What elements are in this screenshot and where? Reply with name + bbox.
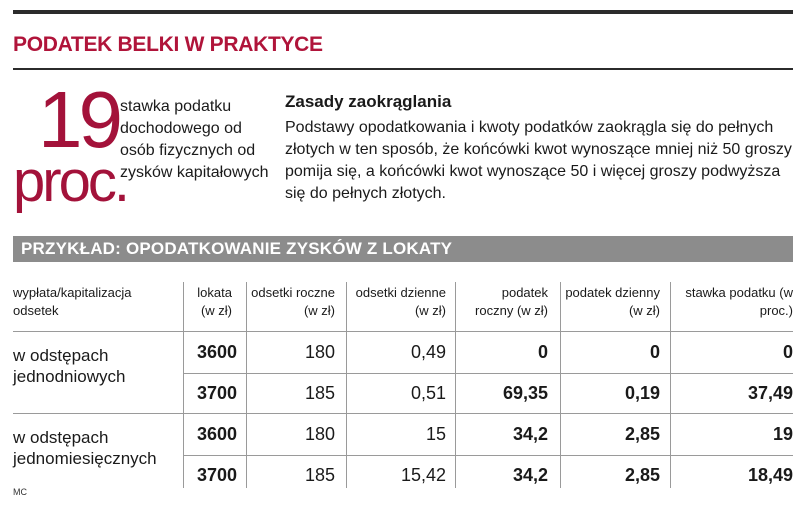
column-separator (560, 282, 561, 488)
cell-daily-interest: 0,51 (410, 383, 446, 403)
cell-tax-rate: 18,49 (747, 465, 793, 485)
cell-tax-rate: 0 (782, 342, 793, 362)
cell-daily-tax: 2,85 (624, 465, 660, 485)
column-separator (670, 282, 671, 488)
header-annual-interest: odsetki roczne (w zł) (251, 285, 335, 318)
rounding-rules-text: Podstawy opodatkowania i kwoty podatków zaokrągla się do pełnych złotych w ten sposób, że końcówki kwot wynoszące mniej niż 50 groszy pomija się, a końcówki kwot wynoszące 50 i więcej groszy podwyższa się do pełnych złotych. (285, 119, 792, 202)
cell-deposit: 3600 (196, 424, 237, 444)
cell-deposit: 3700 (196, 383, 237, 403)
top-rule (13, 10, 793, 14)
row-separator (183, 373, 793, 374)
header-annual-tax: podatek roczny (w zł) (475, 285, 548, 318)
header-daily-interest: odsetki dzienne (w zł) (355, 285, 446, 318)
cell-daily-interest: 15,42 (400, 465, 446, 485)
page-title: PODATEK BELKI W PRAKTYCE (13, 33, 323, 56)
cell-annual-tax: 34,2 (512, 465, 548, 485)
header-daily-tax: podatek dzienny (w zł) (565, 285, 660, 318)
column-separator (183, 282, 184, 488)
cell-annual-interest: 185 (304, 383, 335, 403)
cell-annual-interest: 180 (304, 342, 335, 362)
cell-annual-interest: 185 (304, 465, 335, 485)
cell-daily-tax: 0,19 (624, 383, 660, 403)
title-rule (13, 68, 793, 70)
rounding-rules-heading: Zasady zaokrąglania (285, 92, 452, 111)
column-separator (455, 282, 456, 488)
header-tax-rate: stawka podatku (w proc.) (685, 285, 793, 318)
cell-daily-interest: 0,49 (410, 342, 446, 362)
cell-annual-tax: 34,2 (512, 424, 548, 444)
row-separator (183, 455, 793, 456)
column-separator (346, 282, 347, 488)
cell-deposit: 3700 (196, 465, 237, 485)
row-group-label: w odstępach jednodniowych (13, 346, 126, 386)
rate-number: 19 (38, 75, 119, 164)
cell-tax-rate: 19 (772, 424, 793, 444)
row-separator (13, 331, 793, 332)
cell-annual-tax: 69,35 (502, 383, 548, 403)
cell-daily-interest: 15 (425, 424, 446, 444)
row-group-label: w odstępach jednomiesięcznych (13, 428, 157, 468)
cell-daily-tax: 0 (649, 342, 660, 362)
rate-unit: proc. (13, 149, 127, 214)
row-separator (13, 413, 793, 414)
cell-deposit: 3600 (196, 342, 237, 362)
cell-annual-tax: 0 (537, 342, 548, 362)
cell-daily-tax: 2,85 (624, 424, 660, 444)
cell-annual-interest: 180 (304, 424, 335, 444)
rate-description: stawka podatku dochodowego od osób fizycznych od zysków kapitałowych (120, 98, 269, 181)
header-payout: wypłata/kapitalizacja odsetek (13, 285, 132, 318)
source-credit: MC (13, 487, 27, 497)
example-band (13, 236, 793, 262)
cell-tax-rate: 37,49 (747, 383, 793, 403)
example-heading: PRZYKŁAD: OPODATKOWANIE ZYSKÓW Z LOKATY (21, 239, 453, 258)
header-deposit: lokata (w zł) (197, 285, 232, 318)
column-separator (246, 282, 247, 488)
